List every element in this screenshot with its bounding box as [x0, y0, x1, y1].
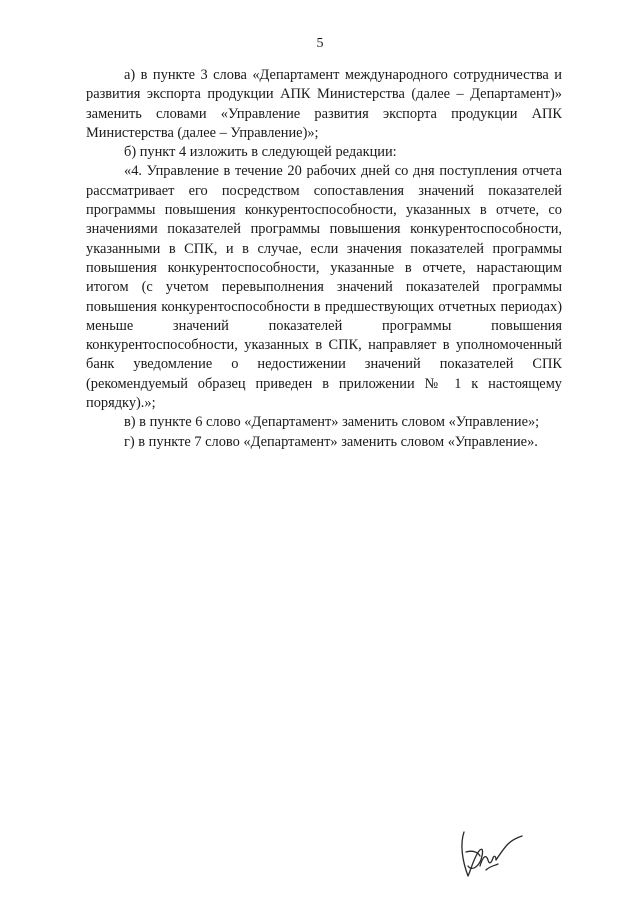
document-body — [86, 66, 562, 452]
page-number: 5 — [316, 36, 324, 51]
paragraph-quoted-item-4: «4. Управление в течение 20 рабочих дней со дня поступления отчета рассматривает его посредством сопоставления значений показателей программы повышения конкурентоспособности, указанных в отчете, со значениями показателей программы повышения конкурентоспособности, указанными в СПК, и в случае, если значения показателей программы повышения конкурентоспособности, указанные в отчете, нарастающим итогом (с учетом перевыполнения значений показателей программы повышения конкурентоспособности в предшествующих отчетных периодах) меньше значений показателей программы повышения конкурентоспособности, указанных в СПК, направляет в уполномоченный банк уведомление о недостижении значений показателей СПК (рекомендуемый образец приведен в приложении № 1 к настоящему порядку).»; — [86, 163, 562, 412]
paragraph-g: г) в пункте 7 слово «Департамент» заменить словом «Управление». — [124, 433, 538, 450]
paragraph-b: б) пункт 4 изложить в следующей редакции: — [124, 144, 397, 161]
handwritten-signature-icon — [450, 826, 530, 886]
paragraph-a: а) в пункте 3 слова «Департамент международного сотрудничества и развития экспорта продукции АПК Министерства (далее – Департамент)» заменить словами «Управление развития экспорта продукции АПК Министерства (далее – Управление)»; — [86, 67, 562, 141]
paragraph-v: в) в пункте 6 слово «Департамент» заменить словом «Управление»; — [124, 414, 540, 431]
